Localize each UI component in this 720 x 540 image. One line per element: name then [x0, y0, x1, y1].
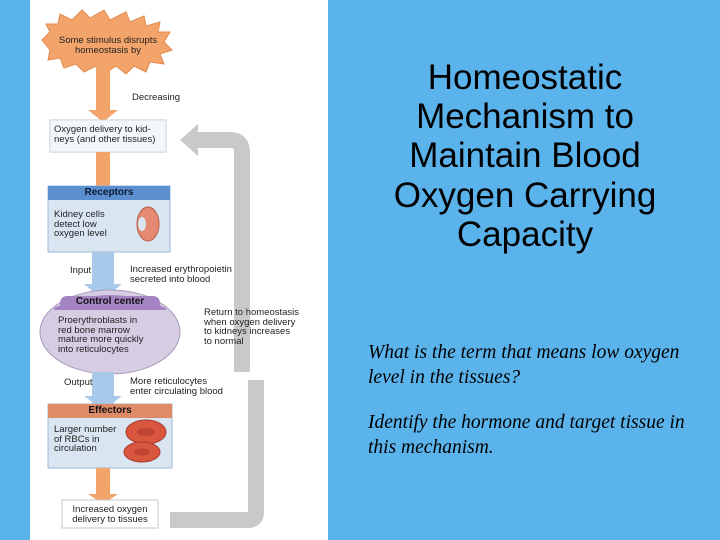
return-line: to normal: [204, 335, 244, 347]
control-line: mature more quickly: [58, 334, 144, 345]
receptors-line: detect low: [54, 218, 97, 230]
variable-line: Oxygen delivery to kid-: [54, 124, 151, 135]
input-line: secreted into blood: [130, 273, 211, 285]
input-line: Increased erythropoietin: [130, 264, 232, 275]
control-center-header-text: Control center: [75, 296, 145, 307]
question-1: What is the term that means low oxygen level in the tissues?: [368, 342, 680, 389]
control-center-text: [58, 316, 168, 354]
result-line: Increased oxygen: [72, 504, 148, 515]
decreasing-label: Decreasing: [132, 92, 181, 103]
return-text: [204, 308, 324, 346]
return-line: Return to homeostasis: [204, 307, 300, 318]
result-line: delivery to tissues: [72, 513, 148, 525]
feedback-arrowhead: [180, 124, 198, 156]
input-label: Input: [70, 265, 92, 276]
effectors-line: of RBCs in: [54, 433, 100, 445]
stimulus-line: Some stimulus disrupts: [58, 35, 158, 46]
left-strip: [0, 0, 30, 540]
output-line: More reticulocytes: [130, 376, 208, 387]
control-line: into reticulocytes: [58, 343, 129, 355]
effectors-header-text: Effectors: [88, 405, 132, 416]
homeostasis-diagram: [30, 0, 328, 540]
slide-title: Homeostatic Mechanism to Maintain Blood Oxygen Carrying Capacity: [393, 58, 657, 254]
return-line: to kidneys increases: [204, 326, 291, 337]
effectors-text: [54, 425, 124, 454]
stimulus-line: homeostasis by: [74, 44, 141, 56]
variable-line: neys (and other tissues): [54, 133, 156, 145]
output-line: enter circulating blood: [130, 385, 223, 397]
output-text: [130, 377, 280, 396]
control-line: Proerythroblasts in: [58, 315, 138, 326]
stimulus-text: [56, 36, 160, 55]
result-text: [62, 505, 158, 524]
variable-text: [54, 125, 166, 144]
receptors-line: Kidney cells: [54, 209, 105, 220]
question-2: Identify the hormone and target tissue in this mechanism.: [368, 412, 685, 459]
return-line: when oxygen delivery: [204, 316, 296, 328]
input-text: [130, 265, 280, 284]
effectors-line: circulation: [54, 443, 97, 454]
effectors-line: Larger number: [54, 424, 117, 435]
receptors-text: [54, 210, 134, 239]
output-label: Output: [64, 377, 93, 388]
receptors-header-text: Receptors: [84, 187, 134, 198]
receptors-line: oxygen level: [54, 228, 107, 239]
control-line: red bone marrow: [58, 324, 130, 336]
